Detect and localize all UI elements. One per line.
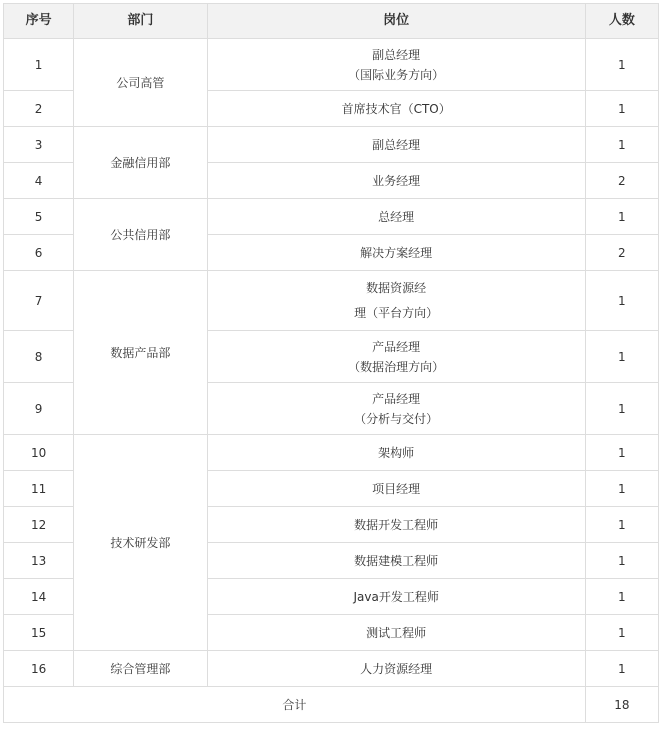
headcount-table	[3, 3, 659, 723]
cell-dept: 技术研发部	[74, 435, 207, 651]
cell-count: 1	[585, 543, 658, 579]
cell-position	[207, 331, 585, 383]
header-index: 序号	[4, 4, 74, 39]
cell-index: 5	[4, 199, 74, 235]
cell-position: 架构师	[207, 435, 585, 471]
cell-dept: 公共信用部	[74, 199, 207, 271]
header-count: 人数	[585, 4, 658, 39]
cell-index: 1	[4, 39, 74, 91]
position-line: （国际业务方向）	[348, 67, 445, 82]
cell-count: 1	[585, 651, 658, 687]
cell-position: 项目经理	[207, 471, 585, 507]
cell-position: 数据开发工程师	[207, 507, 585, 543]
cell-position: 解决方案经理	[207, 235, 585, 271]
cell-count: 2	[585, 235, 658, 271]
cell-index: 3	[4, 127, 74, 163]
cell-dept: 公司高管	[74, 39, 207, 127]
cell-index: 15	[4, 615, 74, 651]
table-row	[4, 435, 659, 471]
cell-index: 9	[4, 383, 74, 435]
header-row	[4, 4, 659, 39]
table-row	[4, 39, 659, 91]
position-line: 产品经理	[372, 391, 421, 406]
cell-count: 1	[585, 615, 658, 651]
position-line: 数据资源经	[366, 280, 427, 295]
table-row	[4, 127, 659, 163]
cell-index: 7	[4, 271, 74, 331]
cell-position: 数据建模工程师	[207, 543, 585, 579]
table-row	[4, 651, 659, 687]
cell-dept: 金融信用部	[74, 127, 207, 199]
position-line: 产品经理	[372, 339, 421, 354]
cell-count: 1	[585, 39, 658, 91]
cell-index: 14	[4, 579, 74, 615]
position-line: （数据治理方向）	[348, 359, 445, 374]
position-line: 理（平台方向）	[354, 305, 439, 320]
cell-position	[207, 39, 585, 91]
cell-count: 1	[585, 471, 658, 507]
header-position: 岗位	[207, 4, 585, 39]
cell-index: 2	[4, 91, 74, 127]
cell-count: 1	[585, 199, 658, 235]
cell-count: 1	[585, 127, 658, 163]
cell-index: 11	[4, 471, 74, 507]
cell-count: 1	[585, 271, 658, 331]
position-line: （分析与交付）	[354, 411, 439, 426]
cell-dept: 综合管理部	[74, 651, 207, 687]
cell-position	[207, 383, 585, 435]
cell-index: 8	[4, 331, 74, 383]
position-line: 副总经理	[372, 47, 421, 62]
table-row	[4, 199, 659, 235]
cell-position: Java开发工程师	[207, 579, 585, 615]
cell-index: 12	[4, 507, 74, 543]
total-value: 18	[585, 687, 658, 723]
cell-index: 10	[4, 435, 74, 471]
cell-index: 16	[4, 651, 74, 687]
cell-position: 业务经理	[207, 163, 585, 199]
cell-count: 1	[585, 579, 658, 615]
total-row	[4, 687, 659, 723]
cell-dept: 数据产品部	[74, 271, 207, 435]
cell-count: 1	[585, 507, 658, 543]
cell-index: 6	[4, 235, 74, 271]
cell-count: 1	[585, 331, 658, 383]
cell-count: 1	[585, 91, 658, 127]
cell-index: 4	[4, 163, 74, 199]
cell-count: 2	[585, 163, 658, 199]
total-label: 合计	[4, 687, 586, 723]
header-dept: 部门	[74, 4, 207, 39]
cell-position: 首席技术官（CTO）	[207, 91, 585, 127]
cell-index: 13	[4, 543, 74, 579]
cell-position: 人力资源经理	[207, 651, 585, 687]
cell-position: 测试工程师	[207, 615, 585, 651]
cell-position	[207, 271, 585, 331]
cell-position: 总经理	[207, 199, 585, 235]
cell-count: 1	[585, 435, 658, 471]
cell-position: 副总经理	[207, 127, 585, 163]
cell-count: 1	[585, 383, 658, 435]
table-row	[4, 271, 659, 331]
